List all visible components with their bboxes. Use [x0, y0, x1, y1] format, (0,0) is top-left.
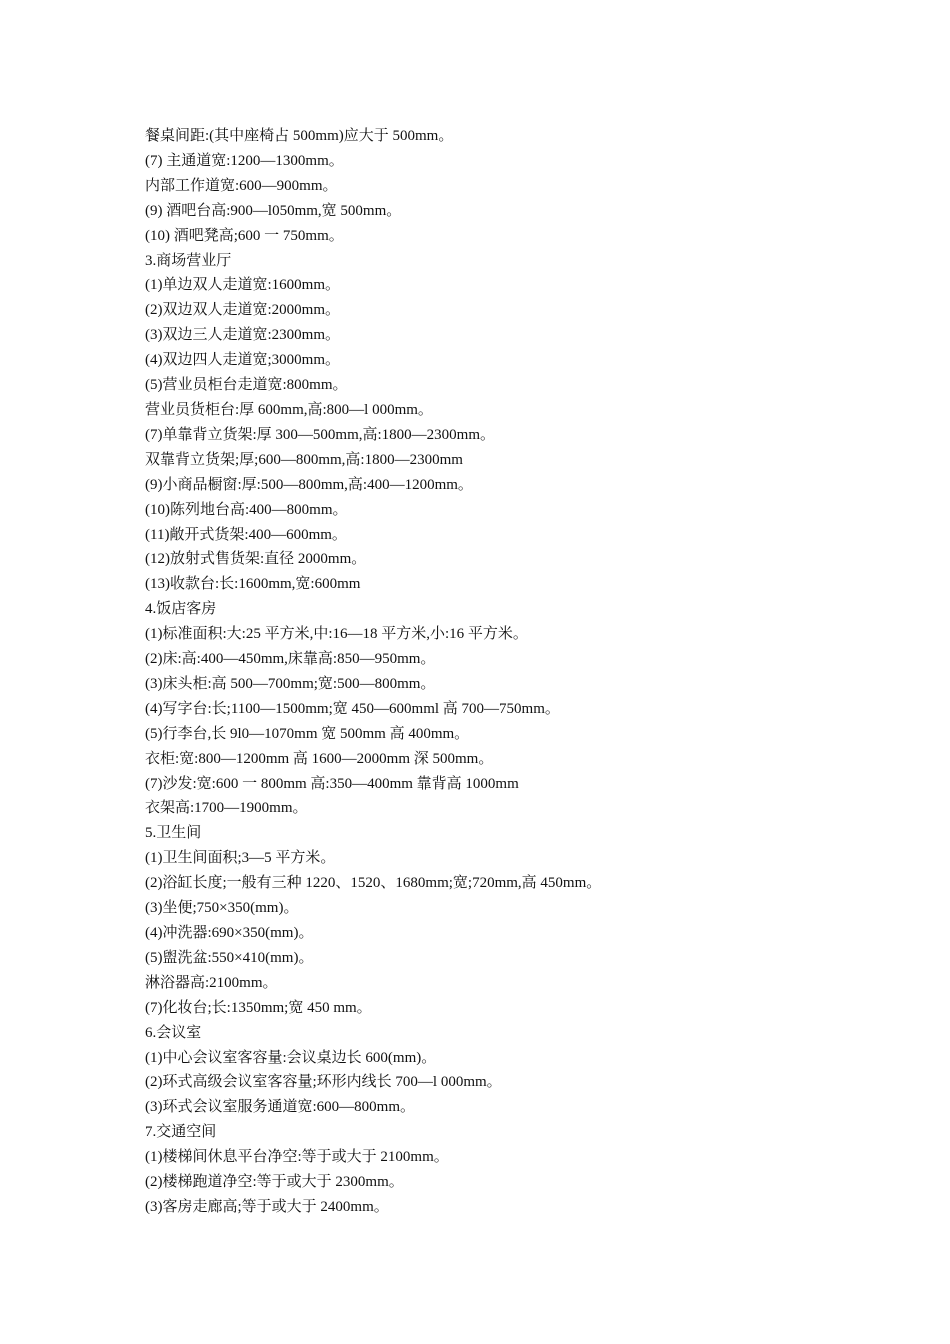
text-line: (4)写字台:长;1100—1500mm;宽 450—600mml 高 700—750mm。 — [145, 700, 560, 717]
text-line: (1)卫生间面积;3—5 平方米。 — [145, 850, 336, 867]
text-line: (13)收款台:长:1600mm,宽:600mm — [145, 576, 361, 593]
section-heading: 5.卫生间 — [145, 825, 202, 842]
text-line: 内部工作道宽:600—900mm。 — [145, 177, 338, 194]
text-line: 衣架高:1700—1900mm。 — [145, 800, 308, 817]
text-line: (3)环式会议室服务通道宽:600—800mm。 — [145, 1099, 415, 1116]
text-line: (3)坐便;750×350(mm)。 — [145, 900, 299, 917]
text-line: (2)楼梯跑道净空:等于或大于 2300mm。 — [145, 1174, 404, 1191]
text-line: (9)小商品橱窗:厚:500—800mm,高:400—1200mm。 — [145, 476, 473, 493]
text-line: (1)中心会议室客容量:会议桌边长 600(mm)。 — [145, 1049, 437, 1066]
section-heading: 3.商场营业厅 — [145, 252, 232, 269]
text-line: (12)放射式售货架:直径 2000mm。 — [145, 551, 367, 568]
text-line: (5)行李台,长 9l0—1070mm 宽 500mm 高 400mm。 — [145, 725, 470, 742]
text-line: (11)敞开式货架:400—600mm。 — [145, 526, 347, 543]
text-line: (2)双边双人走道宽:2000mm。 — [145, 302, 340, 319]
text-line: (7)单靠背立货架:厚 300—500mm,高:1800—2300mm。 — [145, 426, 495, 443]
text-line: (3)双边三人走道宽:2300mm。 — [145, 327, 340, 344]
text-line: (1)标准面积:大:25 平方米,中:16—18 平方米,小:16 平方米。 — [145, 626, 528, 643]
text-line: (5)盥洗盆:550×410(mm)。 — [145, 949, 314, 966]
text-line: (2)环式高级会议室客容量;环形内线长 700—l 000mm。 — [145, 1074, 502, 1091]
text-line: (1)楼梯间休息平台净空:等于或大于 2100mm。 — [145, 1149, 449, 1166]
text-line: (9) 酒吧台高:900—l050mm,宽 500mm。 — [145, 202, 402, 219]
text-line: (4)冲洗器:690×350(mm)。 — [145, 925, 314, 941]
text-line: (7) 主通道宽:1200—1300mm。 — [145, 152, 344, 169]
text-line: (3)客房走廊高;等于或大于 2400mm。 — [145, 1198, 389, 1215]
text-line: (10)陈列地台高:400—800mm。 — [145, 501, 348, 518]
section-heading: 6.会议室 — [145, 1024, 202, 1041]
text-line: (4)双边四人走道宽;3000mm。 — [145, 352, 340, 369]
text-line: (3)床头柜:高 500—700mm;宽:500—800mm。 — [145, 675, 436, 692]
section-heading: 7.交通空间 — [145, 1124, 217, 1141]
text-line: (7)化妆台;长:1350mm;宽 450 mm。 — [145, 999, 372, 1016]
text-line: 双靠背立货架;厚;600—800mm,高:1800—2300mm — [145, 451, 463, 468]
document-body — [145, 124, 905, 1220]
text-line: (2)浴缸长度;一般有三种 1220、1520、1680mm;宽;720mm,高 450mm。 — [145, 875, 602, 892]
text-line: 营业员货柜台:厚 600mm,高:800—l 000mm。 — [145, 401, 433, 418]
text-line: 餐桌间距:(其中座椅占 500mm)应大于 500mm。 — [145, 128, 454, 144]
text-line: (1)单边双人走道宽:1600mm。 — [145, 277, 340, 294]
text-line: 衣柜:宽:800—1200mm 高 1600—2000mm 深 500mm。 — [145, 750, 494, 767]
text-line: (2)床:高:400—450mm,床靠高:850—950mm。 — [145, 651, 436, 668]
text-line: (5)营业员柜台走道宽:800mm。 — [145, 377, 348, 394]
text-line: 淋浴器高:2100mm。 — [145, 974, 278, 991]
text-line: (10) 酒吧凳高;600 一 750mm。 — [145, 227, 344, 244]
section-heading: 4.饭店客房 — [145, 601, 217, 618]
text-line: (7)沙发:宽:600 一 800mm 高:350—400mm 靠背高 1000mm — [145, 775, 519, 792]
